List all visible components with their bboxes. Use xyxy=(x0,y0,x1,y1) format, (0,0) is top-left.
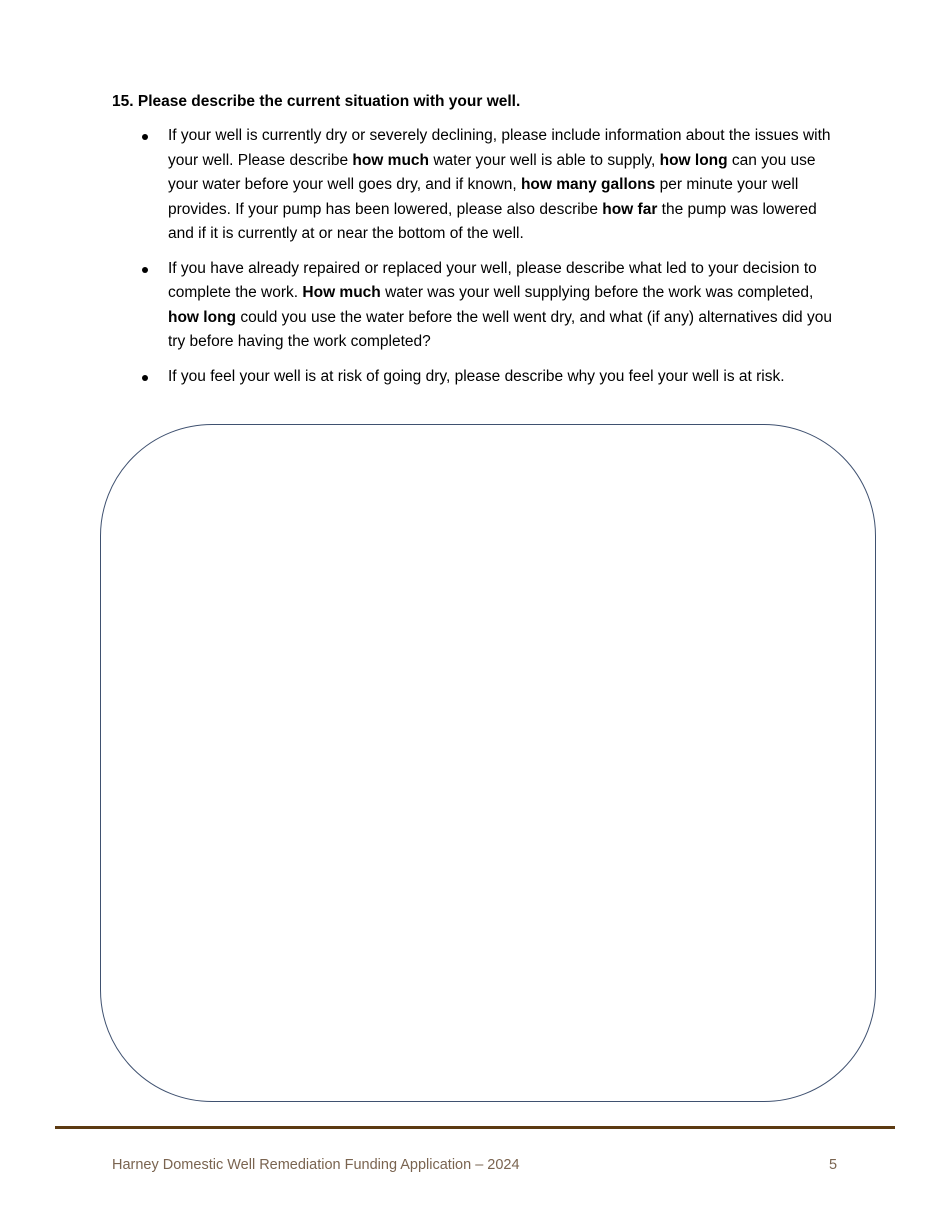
instruction-item-at-risk-well xyxy=(112,365,842,390)
text-segment: per minute your well provides. If your pump has been lowered, please also describe xyxy=(168,176,799,218)
footer-title: Harney Domestic Well Remediation Funding Application – 2024 xyxy=(112,1157,520,1173)
text-segment: If you have already repaired or replaced your well, please describe what led to your decision to complete the work. xyxy=(168,259,817,301)
text-segment: could you use the water before the well went dry, and what (if any) alternatives did you try before having the work completed? xyxy=(168,308,832,350)
instruction-item-dry-well xyxy=(112,124,842,247)
emphasis-how-many-gallons: how many gallons xyxy=(520,176,656,193)
text-segment: If your well is currently dry or severely declining, please include information about the issues with your well. Please describe xyxy=(168,127,831,169)
instruction-list xyxy=(112,124,842,399)
page-number: 5 xyxy=(829,1157,838,1173)
instruction-item-repaired-well xyxy=(112,257,842,355)
text-segment: water was your well supplying before the work was completed, xyxy=(380,284,814,301)
instruction-text xyxy=(168,260,832,351)
bullet-icon xyxy=(142,134,148,140)
emphasis-how-far: how far xyxy=(602,200,658,218)
emphasis-how-much: how much xyxy=(352,151,430,169)
footer-divider xyxy=(55,1126,895,1129)
instruction-text xyxy=(168,127,831,242)
answer-text-box[interactable] xyxy=(100,424,876,1102)
text-segment: water your well is able to supply, xyxy=(429,151,660,169)
bullet-icon xyxy=(142,267,148,273)
emphasis-how-much: How much xyxy=(302,284,381,301)
emphasis-how-long: how long xyxy=(659,151,728,169)
instruction-text xyxy=(168,368,785,385)
question-heading: 15. Please describe the current situation with your well. xyxy=(112,93,521,110)
text-segment: can you use your water before your well goes dry, and if known, xyxy=(168,151,816,193)
text-segment: If you feel your well is at risk of going dry, please describe why you feel your well is at risk. xyxy=(168,367,785,385)
emphasis-how-long: how long xyxy=(168,308,237,326)
bullet-icon xyxy=(142,375,148,381)
text-segment: the pump was lowered and if it is currently at or near the bottom of the well. xyxy=(168,200,817,242)
